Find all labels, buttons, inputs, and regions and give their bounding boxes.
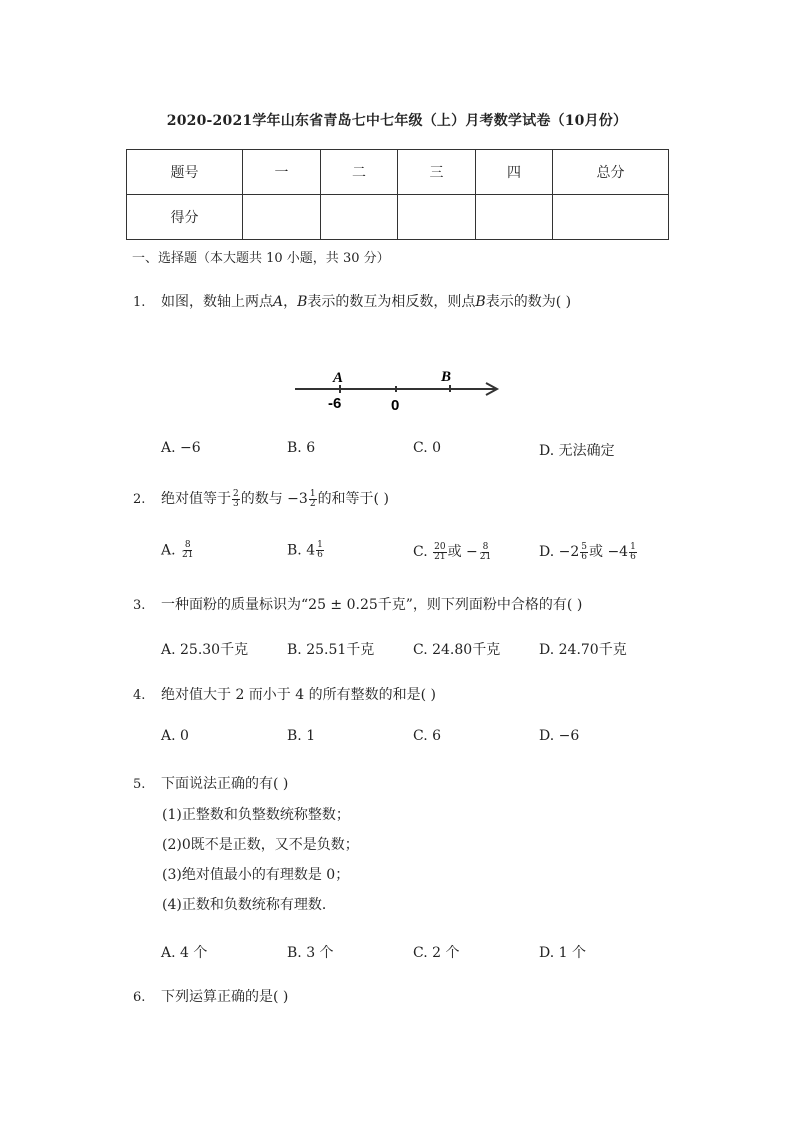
option-d[interactable]: D. 24.70千克 (539, 642, 627, 658)
numerator: 1 (630, 541, 636, 552)
option-c[interactable]: C. 24.80千克 (413, 642, 501, 658)
option-label: C. (413, 544, 428, 560)
option-label: B. 4 (287, 542, 316, 559)
fraction (181, 541, 194, 560)
question-text: 下面说法正确的有( ) (161, 776, 289, 792)
question-number: 1. (133, 295, 146, 310)
fraction (316, 541, 324, 560)
option-b[interactable]: B. 25.51千克 (287, 642, 375, 658)
tick-label: -6 (328, 395, 342, 412)
question-text: 的数与 −3 (240, 491, 308, 507)
option-c[interactable]: C. 6 (413, 728, 442, 744)
option-b[interactable]: B. 3 个 (287, 945, 334, 961)
question-text: 表示的数互为相反数，则点 (307, 294, 476, 310)
denominator: 21 (479, 551, 492, 562)
option-a[interactable]: A. 4 个 (161, 945, 208, 961)
question-text: 绝对值大于 2 而小于 4 的所有整数的和是( ) (161, 687, 436, 703)
number-line-figure (292, 362, 504, 414)
page-title: 2020-2021学年山东省青岛七中七年级（上）月考数学试卷（10月份） (166, 113, 628, 129)
score-cell (243, 195, 321, 240)
question-3 (133, 594, 582, 614)
fraction (580, 543, 588, 562)
question-text: 绝对值等于 (161, 491, 231, 507)
numerator: 5 (581, 541, 587, 552)
numerator: 1 (309, 488, 316, 499)
score-header-cell: 二 (321, 150, 398, 195)
numerator: 1 (317, 540, 323, 550)
question-text: 表示的数为( ) (485, 294, 572, 310)
variable: B (297, 294, 308, 310)
score-table-header-row (127, 150, 669, 195)
option-d[interactable]: D. −6 (539, 728, 580, 744)
fraction (433, 543, 446, 562)
question-number: 2. (133, 492, 146, 507)
question-text: ， (283, 294, 298, 310)
denominator: 6 (581, 551, 587, 562)
option-c[interactable]: C. 2 个 (413, 945, 460, 961)
score-header-cell: 一 (243, 150, 321, 195)
fraction (232, 490, 240, 509)
denominator: 2 (309, 498, 316, 509)
question-text: 如图，数轴上两点 (161, 294, 273, 310)
statement: (2)0既不是正数，又不是负数； (162, 837, 359, 853)
denominator: 3 (233, 498, 239, 509)
score-table (126, 149, 669, 240)
option-text: 或 − (447, 544, 478, 560)
option-d[interactable]: D. 无法确定 (539, 443, 615, 459)
numerator: 8 (184, 540, 191, 550)
fraction (629, 543, 637, 562)
option-label: D. −2 (539, 544, 580, 560)
section-heading: 一、选择题（本大题共 10 小题，共 30 分） (132, 251, 390, 266)
option-d[interactable]: D. 1 个 (539, 945, 586, 961)
tick-label: 0 (391, 397, 400, 414)
statement: (3)绝对值最小的有理数是 0； (162, 867, 350, 883)
question-4 (133, 684, 436, 704)
question-1 (133, 291, 571, 311)
score-row-label: 得分 (127, 195, 243, 240)
numerator: 8 (482, 541, 489, 552)
score-header-cell: 四 (476, 150, 553, 195)
point-label-b: B (441, 369, 452, 385)
option-d[interactable] (539, 541, 638, 562)
question-text: 下列运算正确的是( ) (161, 989, 289, 1005)
option-b[interactable]: B. 6 (287, 440, 316, 456)
score-header-cell: 三 (398, 150, 476, 195)
question-number: 3. (133, 598, 146, 613)
question-number: 5. (133, 777, 146, 792)
numerator: 2 (233, 488, 239, 499)
denominator: 21 (182, 550, 194, 560)
score-cell (553, 195, 669, 240)
statement: (4)正数和负数统称有理数． (162, 897, 336, 913)
question-number: 4. (133, 688, 146, 703)
option-a[interactable]: A. 25.30千克 (161, 642, 249, 658)
option-c[interactable]: C. 0 (413, 440, 442, 456)
score-header-cell: 题号 (127, 150, 243, 195)
denominator: 6 (630, 551, 636, 562)
fraction (309, 490, 317, 509)
question-text: 一种面粉的质量标识为“25 ± 0.25千克”，则下列面粉中合格的有( ) (161, 597, 583, 613)
question-6 (133, 986, 288, 1006)
statement: (1)正整数和负整数统称整数； (162, 807, 350, 823)
score-cell (321, 195, 398, 240)
denominator: 6 (317, 550, 323, 560)
option-c[interactable] (413, 541, 493, 562)
score-table-score-row (127, 195, 669, 240)
option-a[interactable]: A. 0 (161, 728, 189, 744)
option-a[interactable] (161, 541, 195, 560)
question-text: 的和等于( ) (317, 491, 389, 507)
numerator: 20 (434, 541, 446, 552)
option-b[interactable] (287, 541, 325, 560)
option-label: A. (161, 542, 176, 559)
score-cell (476, 195, 553, 240)
option-b[interactable]: B. 1 (287, 728, 316, 744)
question-number: 6. (133, 990, 146, 1005)
score-cell (398, 195, 476, 240)
denominator: 21 (434, 551, 446, 562)
fraction (479, 543, 492, 562)
option-a[interactable]: A. −6 (161, 440, 201, 456)
variable: A (273, 294, 284, 310)
option-text: 或 −4 (589, 544, 629, 560)
point-label-a: A (333, 370, 344, 386)
score-header-cell: 总分 (553, 150, 669, 195)
question-2 (133, 488, 389, 509)
variable: B (475, 294, 486, 310)
question-5 (133, 773, 288, 793)
